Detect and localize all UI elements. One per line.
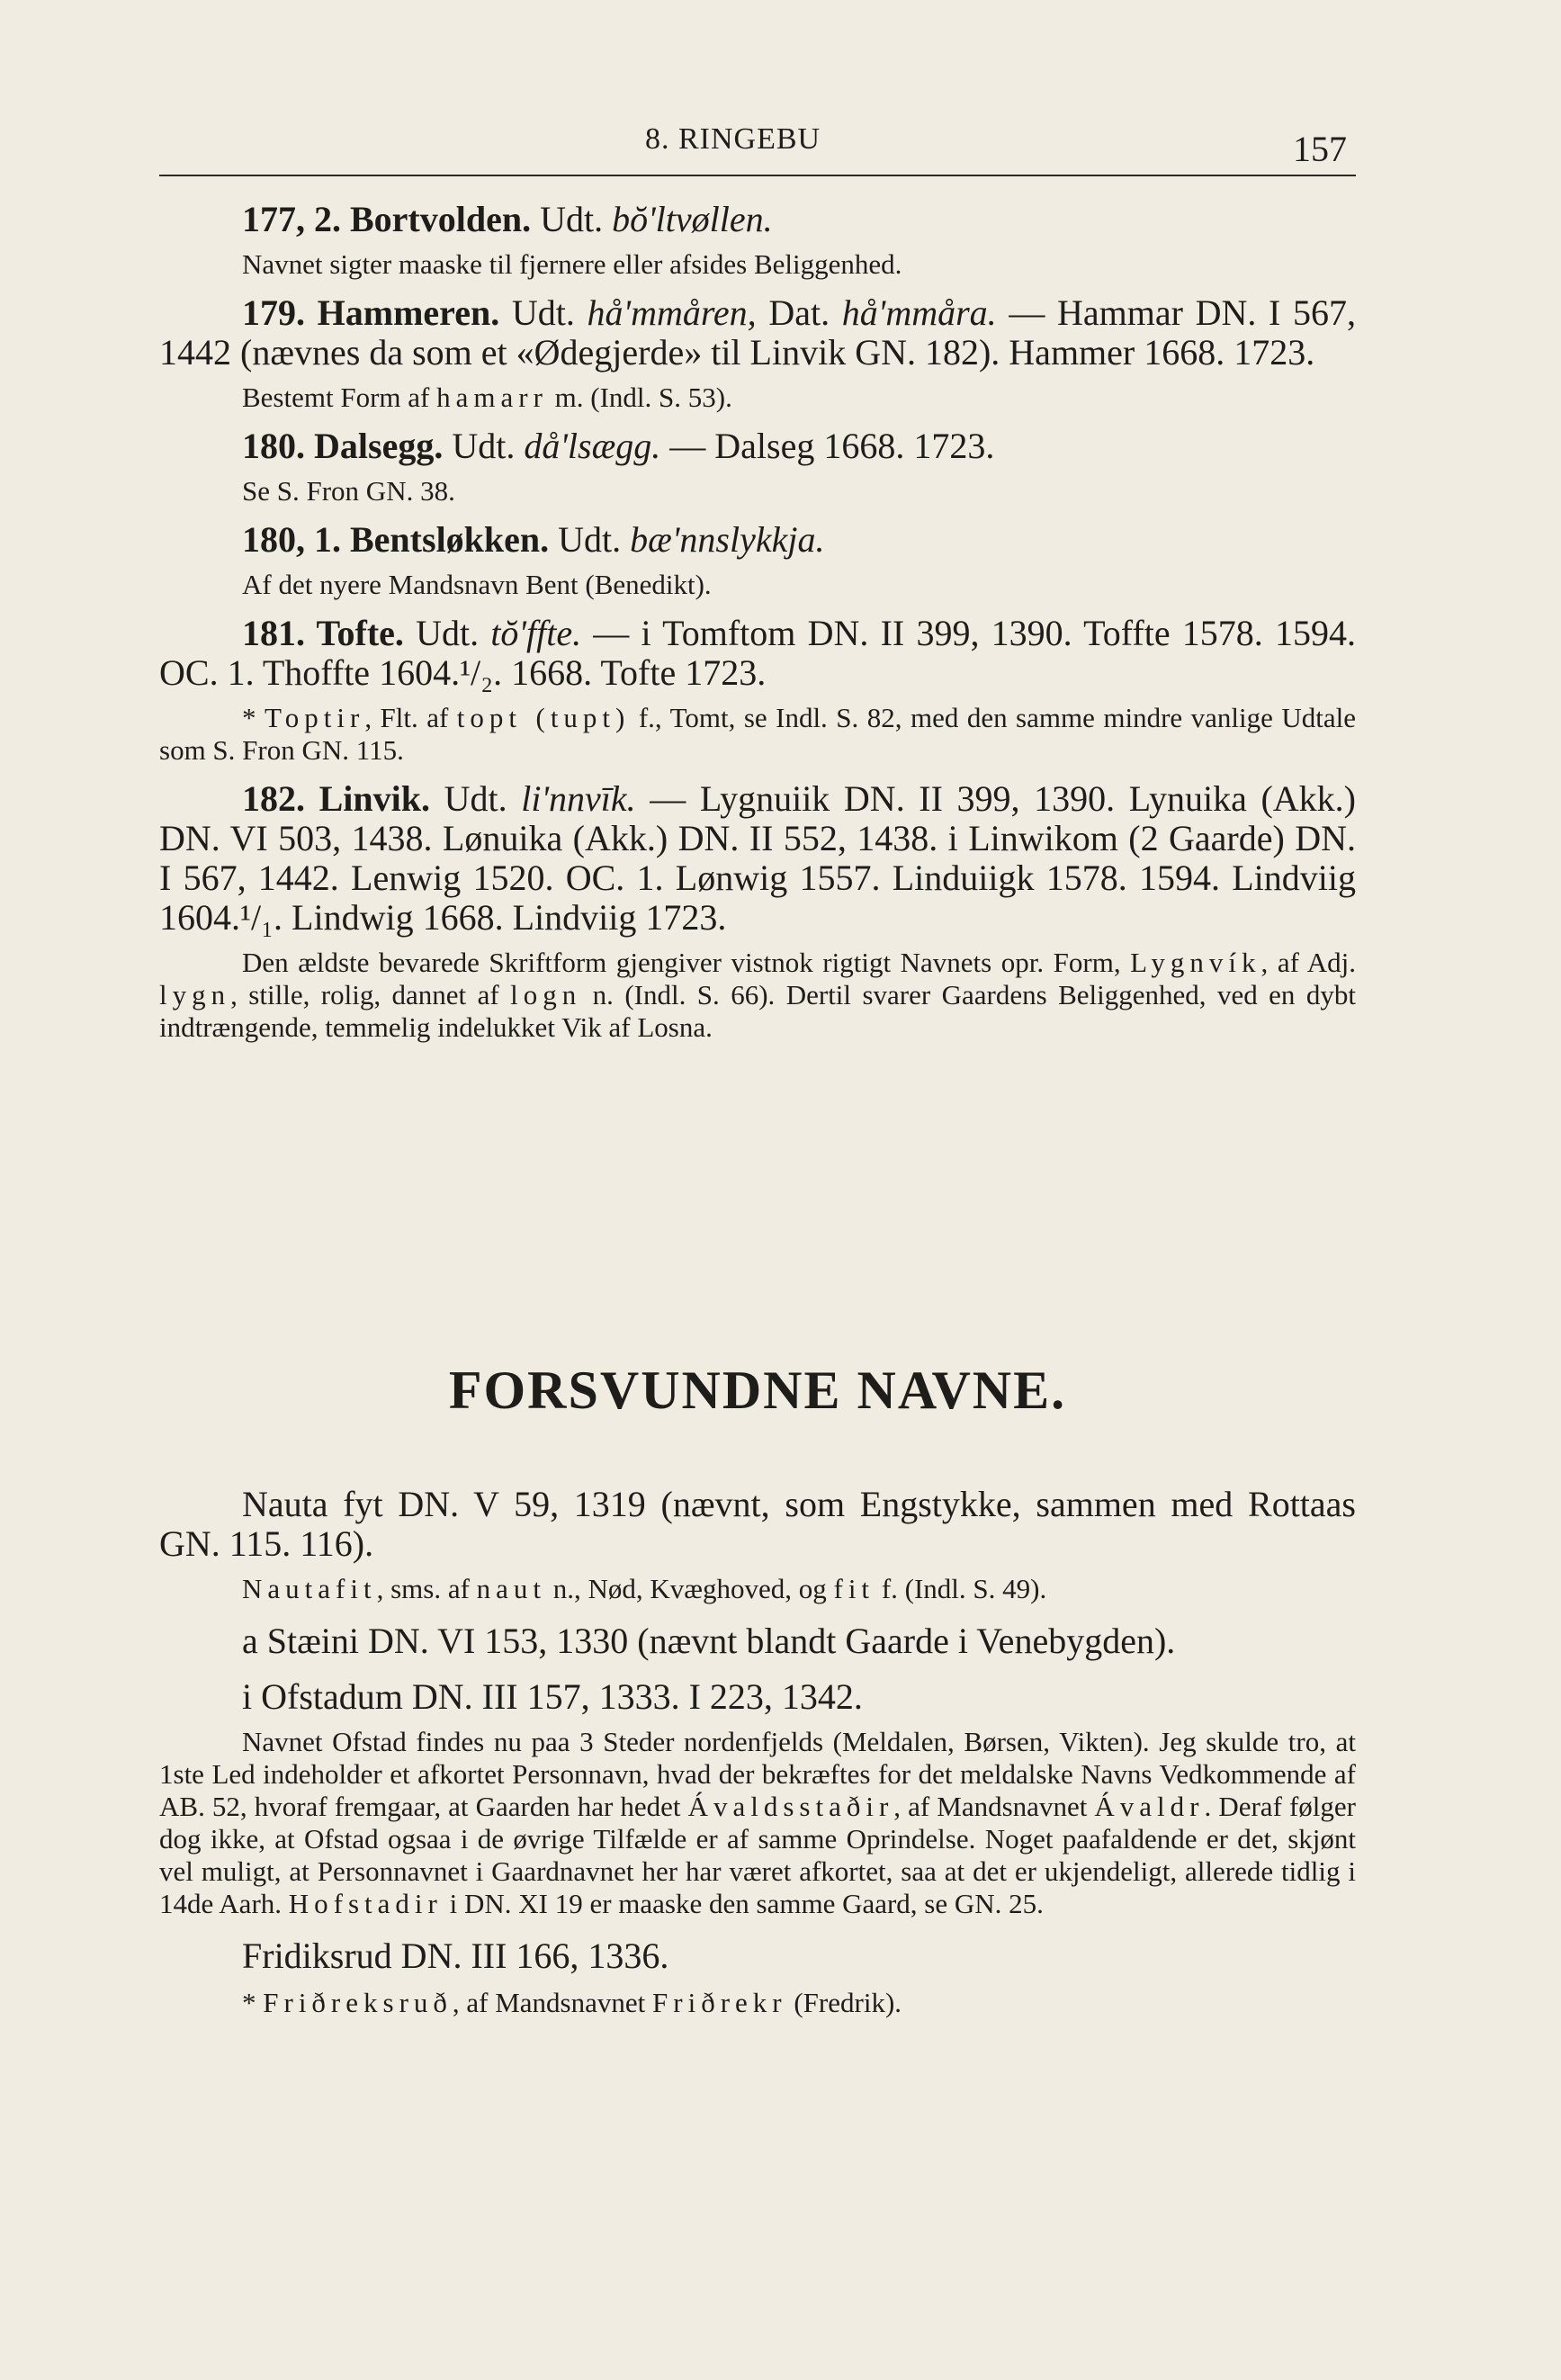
entry-headword: 180. Dalsegg. [242,426,444,466]
entry-linvik: 182. Linvik. Udt. li'nnvīk. — Lygnuiik DN. II 399, 1390. Lynuika (Akk.) DN. VI 503, 1438. Lønuika (Akk.) DN. II 552, 1438. i Linwikom (2 Gaarde) DN. I 567, 1442. Lenwig 1520. OC. 1. Lønwig 1557. Linduiigk 1578. 1594. Lindviig 1604.¹/₁. Lindwig 1668. Lindviig 1723. [159,778,1356,938]
entry-note: Af det nyere Mandsnavn Bent (Benedikt). [242,569,712,600]
entry-headword: 181. Tofte. [242,613,404,653]
pronunciation: hå'mmåra. [841,292,997,333]
entry-headword: 179. Hammeren. [242,292,500,333]
entry-headword: 180, 1. Bentsløkken. [242,519,550,560]
pronunciation: bæ'nnslykkja. [630,519,825,560]
lost-name-entry: i Ofstadum DN. III 157, 1333. I 223, 1342. [242,1676,863,1717]
entry-note: * Friðreksruð, af Mandsnavnet Friðrekr (Fredrik). [242,1987,902,2018]
entry-headword: 177, 2. Bortvolden. [242,199,532,239]
entry-note: * Toptir, Flt. af topt (tupt) f., Tomt, se Indl. S. 82, med den samme mindre vanlige Udtale som S. Fron GN. 115. [159,702,1356,766]
lost-name-entry: Fridiksrud DN. III 166, 1336. [242,1935,669,1976]
lost-name-entry: Nauta fyt DN. V 59, 1319 (nævnt, som Engstykke, sammen med Rottaas GN. 115. 116). [159,1484,1356,1564]
pronunciation: hå'mmåren, [587,292,757,333]
entry-headword: 182. Linvik. [242,778,431,819]
pronunciation: tŏ'ffte. [490,613,582,653]
entry-note: Bestemt Form af hamarr m. (Indl. S. 53). [242,382,732,413]
entry-note: Nautafit, sms. af naut n., Nød, Kvæghoved, og fit f. (Indl. S. 49). [242,1573,1047,1604]
entry-bortvolden: 177, 2. Bortvolden. Udt. bŏ'ltvøllen. [242,199,773,239]
page-header [159,122,1356,176]
forsvundne-section [159,1485,1356,2019]
entry-hammeren: 179. Hammeren. Udt. hå'mmåren, Dat. hå'mmåra. — Hammar DN. I 567, 1442 (nævnes da som et «Ødegjerde» til Linvik GN. 182). Hammer 1668. 1723. [159,292,1356,373]
pronunciation: då'lsægg. [524,426,661,466]
entry-note: Navnet Ofstad findes nu paa 3 Steder nordenfjelds (Meldalen, Børsen, Vikten). Jeg skulde tro, at 1ste Led indeholder et afkortet Personnavn, hvad der bekræftes for det meldalske Navns Vedkommende af AB. 52, hvoraf fremgaar, at Gaarden har hedet Ávaldsstaðir, af Mandsnavnet Ávaldr. Deraf følger dog ikke, at Ofstad ogsaa i de øvrige Tilfælde er af samme Oprindelse. Noget paafaldende er det, skjønt vel muligt, at Personnavnet i Gaardnavnet her har været afkortet, saa at det er ukjendeligt, allerede tidlig i 14de Aarh. Hofstadir i DN. XI 19 er maaske den samme Gaard, se GN. 25. [159,1726,1356,1919]
entry-tofte: 181. Tofte. Udt. tŏ'ffte. — i Tomftom DN. II 399, 1390. Toffte 1578. 1594. OC. 1. Thoffte 1604.¹/₂. 1668. Tofte 1723. [159,613,1356,693]
section-title: FORSVUNDNE NAVNE. [448,1361,1067,1420]
entry-note: Den ældste bevarede Skriftform gjengiver vistnok rigtigt Navnets opr. Form, Lygnvík, af Adj. lygn, stille, rolig, dannet af logn n. (Indl. S. 66). Dertil svarer Gaardens Beliggenhed, ved en dybt indtrængende, temmelig indelukket Vik af Losna. [159,947,1356,1043]
pronunciation: bŏ'ltvøllen. [612,199,773,239]
entry-note: Navnet sigter maaske til fjernere eller afsides Beliggenhed. [242,248,902,280]
pronunciation: li'nnvīk. [521,778,636,819]
running-title: 8. RINGEBU [645,122,821,156]
entry-bentslokken: 180, 1. Bentsløkken. Udt. bæ'nnslykkja. [242,519,825,560]
body-text [159,200,1356,2019]
entry-note: Se S. Fron GN. 38. [242,475,455,507]
page-number: 157 [1293,129,1347,169]
lost-name-entry: a Stæini DN. VI 153, 1330 (nævnt blandt Gaarde i Venebygden). [242,1621,1176,1661]
entry-dalsegg: 180. Dalsegg. Udt. då'lsægg. — Dalseg 1668. 1723. [242,426,995,466]
